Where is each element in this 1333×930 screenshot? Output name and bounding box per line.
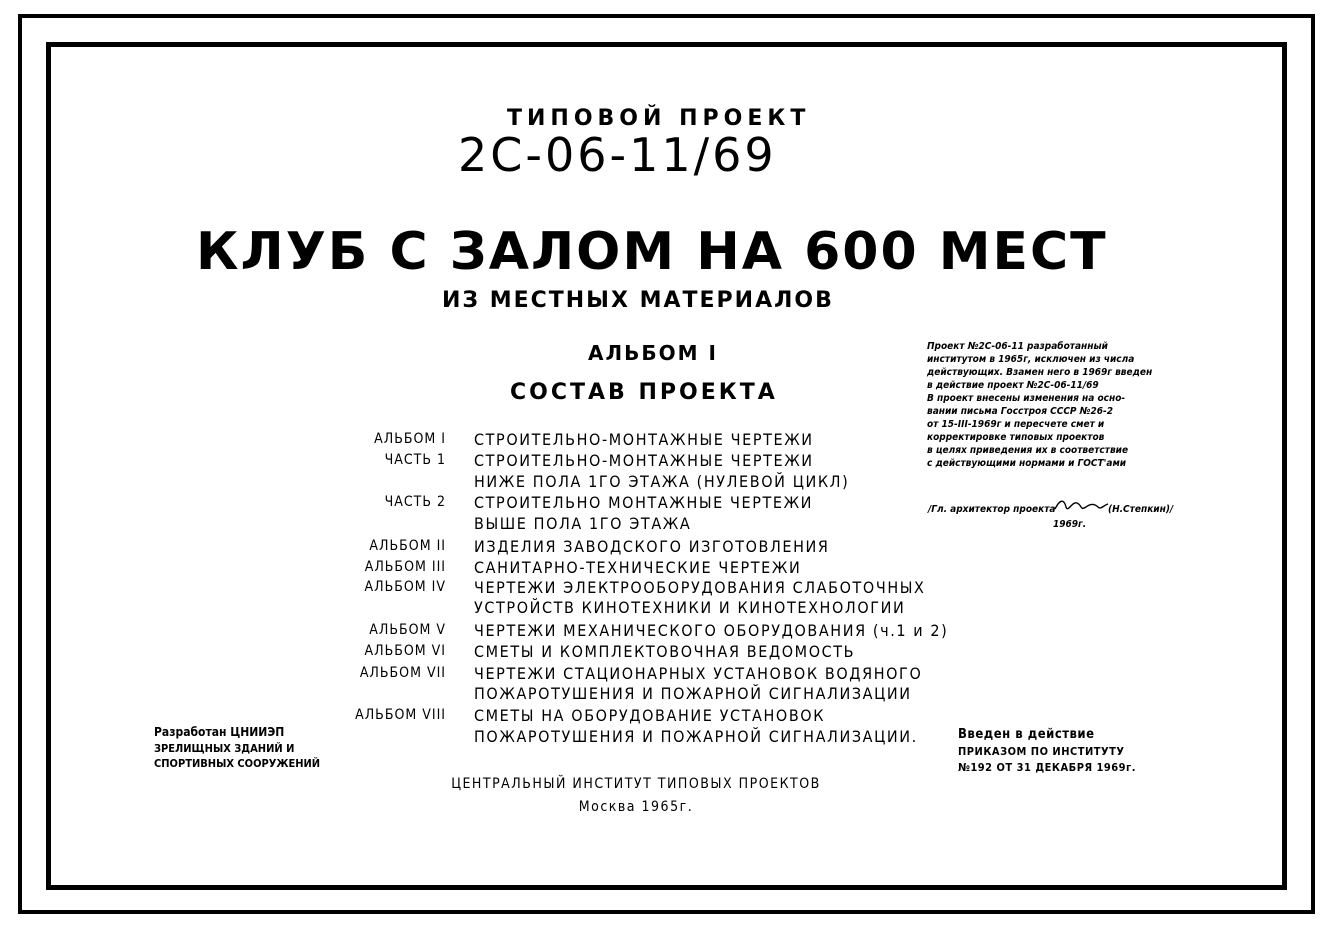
contents-label: АЛЬБОМ VIII [355,707,446,723]
developer-line: ЗРЕЛИЩНЫХ ЗДАНИЙ И [154,742,295,755]
contents-label: АЛЬБОМ I [374,431,446,447]
contents-line: ПОЖАРОТУШЕНИЯ И ПОЖАРНОЙ СИГНАЛИЗАЦИИ. [474,727,918,746]
note-line: институтом в 1965г, исключен из числа [927,354,1135,365]
note-line: корректировке типовых проектов [927,432,1105,443]
contents-label: АЛЬБОМ IV [364,579,446,595]
contents-label: АЛЬБОМ VI [364,643,446,659]
developer-line: Разработан ЦНИИЭП [154,725,285,739]
contents-label: ЧАСТЬ 1 [384,452,446,468]
contents-line: ЧЕРТЕЖИ МЕХАНИЧЕСКОГО ОБОРУДОВАНИЯ (ч.1 и 2) [474,621,949,640]
note-line: от 15-III-1969г и пересчете смет и [927,419,1105,430]
institute-name: ЦЕНТРАЛЬНЫЙ ИНСТИТУТ ТИПОВЫХ ПРОЕКТОВ [451,776,821,792]
project-code: 2С-06-11/69 [458,128,777,182]
contents-label: АЛЬБОМ V [369,622,446,638]
contents-label: АЛЬБОМ III [364,559,446,575]
type-label: ТИПОВОЙ ПРОЕКТ [507,106,811,131]
signature-name: (Н.Степкин)/ [1108,504,1174,515]
contents-line: СМЕТЫ И КОМПЛЕКТОВОЧНАЯ ВЕДОМОСТЬ [474,642,856,661]
note-line: в действие проект №2С-06-11/69 [927,380,1099,391]
developer-line: СПОРТИВНЫХ СООРУЖЕНИЙ [154,757,321,770]
contents-line: ИЗДЕЛИЯ ЗАВОДСКОГО ИЗГОТОВЛЕНИЯ [474,537,830,556]
note-line: с действующими нормами и ГОСТ'ами [927,458,1127,469]
signature-caption: /Гл. архитектор проекта [928,504,1056,515]
contents-line: ПОЖАРОТУШЕНИЯ И ПОЖАРНОЙ СИГНАЛИЗАЦИИ [474,684,912,703]
contents-line: ВЫШЕ ПОЛА 1ГО ЭТАЖА [474,514,692,533]
note-line: действующих. Взамен него в 1969г введен [927,367,1153,378]
contents-line: СТРОИТЕЛЬНО-МОНТАЖНЫЕ ЧЕРТЕЖИ [474,430,814,449]
contents-line: СТРОИТЕЛЬНО МОНТАЖНЫЕ ЧЕРТЕЖИ [474,493,814,512]
note-line: В проект внесены изменения на осно- [927,393,1126,404]
enactment-line: Введен в действие [958,727,1095,742]
note-line: в целях приведения их в соответствие [927,445,1129,456]
contents-line: СТРОИТЕЛЬНО-МОНТАЖНЫЕ ЧЕРТЕЖИ [474,451,814,470]
contents-line: УСТРОЙСТВ КИНОТЕХНИКИ И КИНОТЕХНОЛОГИИ [474,598,906,617]
contents-line: СМЕТЫ НА ОБОРУДОВАНИЕ УСТАНОВОК [474,706,826,725]
subtitle: ИЗ МЕСТНЫХ МАТЕРИАЛОВ [442,288,834,313]
contents-line: ЧЕРТЕЖИ СТАЦИОНАРНЫХ УСТАНОВОК ВОДЯНОГО [474,664,923,683]
note-line: вании письма Госстроя СССР №26-2 [927,406,1113,417]
contents-line: ЧЕРТЕЖИ ЭЛЕКТРООБОРУДОВАНИЯ СЛАБОТОЧНЫХ [474,578,926,597]
main-title: КЛУБ С ЗАЛОМ НА 600 МЕСТ [196,222,1108,282]
contents-line: САНИТАРНО-ТЕХНИЧЕСКИЕ ЧЕРТЕЖИ [474,558,802,577]
note-line: Проект №2С-06-11 разработанный [927,341,1108,352]
contents-line: НИЖЕ ПОЛА 1ГО ЭТАЖА (НУЛЕВОЙ ЦИКЛ) [474,472,850,491]
handwritten-signature [1052,495,1110,517]
contents-heading: СОСТАВ ПРОЕКТА [510,380,778,405]
enactment-line: ПРИКАЗОМ ПО ИНСТИТУТУ [958,745,1125,758]
city-year: Москва 1965г. [578,799,694,815]
contents-label: ЧАСТЬ 2 [384,494,446,510]
contents-label: АЛЬБОМ VII [359,665,446,681]
enactment-line: №192 ОТ 31 ДЕКАБРЯ 1969г. [958,761,1136,774]
contents-label: АЛЬБОМ II [369,538,446,554]
signature-year: 1969г. [1053,519,1087,530]
album-number: АЛЬБОМ I [588,341,718,365]
